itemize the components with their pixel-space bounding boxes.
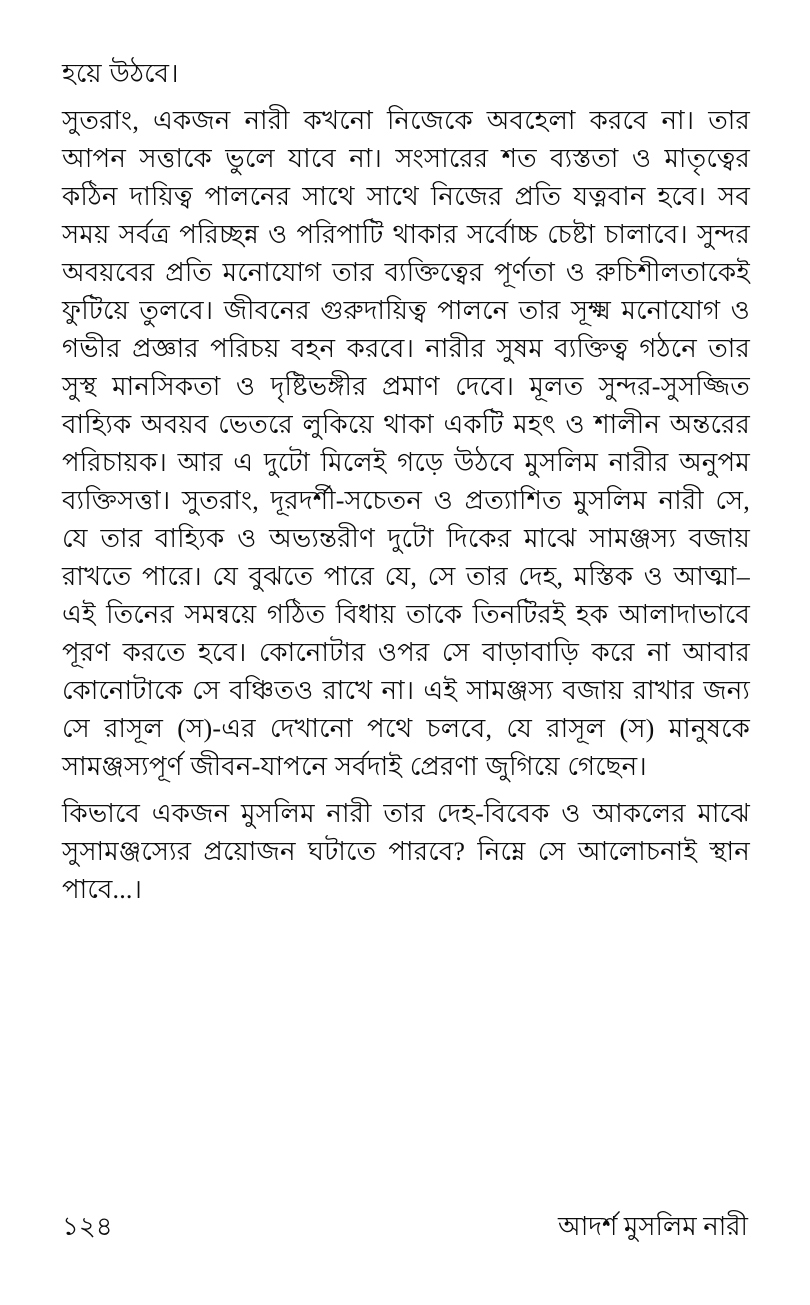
page-footer [62, 1210, 748, 1244]
page-number: ১২৪ [62, 1212, 113, 1241]
page-body [62, 55, 750, 918]
body-paragraph-continuation: হয়ে উঠবে। [62, 59, 179, 88]
body-paragraph-closing: কিভাবে একজন মুসলিম নারী তার দেহ-বিবেক ও আকলের মাঝে সুসামঞ্জস্যের প্রয়োজন ঘটাতে পারবে? নিম্নে সে আলোচনাই স্থান পাবে...। [62, 799, 750, 904]
running-title: আদর্শ মুসলিম নারী [557, 1212, 748, 1241]
body-paragraph-main: সুতরাং, একজন নারী কখনো নিজেকে অবহেলা করবে না। তার আপন সত্তাকে ভুলে যাবে না। সংসারের শত ব্যস্ততা ও মাতৃত্বের কঠিন দায়িত্ব পালনের সাথে সাথে নিজের প্রতি যত্নবান হবে। সব সময় সর্বত্র পরিচ্ছন্ন ও পরিপাটি থাকার সর্বোচ্চ চেষ্টা চালাবে। সুন্দর অবয়বের প্রতি মনোযোগ তার ব্যক্তিত্বের পূর্ণতা ও রুচিশীলতাকেই ফুটিয়ে তুলবে। জীবনের গুরুদায়িত্ব পালনে তার সূক্ষ্ম মনোযোগ ও গভীর প্রজ্ঞার পরিচয় বহন করবে। নারীর সুষম ব্যক্তিত্ব গঠনে তার সুস্থ মানসিকতা ও দৃষ্টিভঙ্গীর প্রমাণ দেবে। মূলত সুন্দর-সুসজ্জিত বাহ্যিক অবয়ব ভেতরে লুকিয়ে থাকা একটি মহৎ ও শালীন অন্তরের পরিচায়ক। আর এ দুটো মিলেই গড়ে উঠবে মুসলিম নারীর অনুপম ব্যক্তিসত্তা। সুতরাং, দূরদর্শী-সচেতন ও প্রত্যাশিত মুসলিম নারী সে, যে তার বাহ্যিক ও অভ্যন্তরীণ দুটো দিকের মাঝে সামঞ্জস্য বজায় রাখতে পারে। যে বুঝতে পারে যে, সে তার দেহ, মস্তিক ও আত্মা– এই তিনের সমন্বয়ে গঠিত বিধায় তাকে তিনটিরই হক আলাদাভাবে পূরণ করতে হবে। কোনোটার ওপর সে বাড়াবাড়ি করে না আবার কোনোটাকে সে বঞ্চিতও রাখে না। এই সামঞ্জস্য বজায় রাখার জন্য সে রাসূল (স)-এর দেখানো পথে চলবে, যে রাসূল (স) মানুষকে সামঞ্জস্যপূর্ণ জীবন-যাপনে সর্বদাই প্রেরণা জুগিয়ে গেছেন। [62, 106, 750, 781]
